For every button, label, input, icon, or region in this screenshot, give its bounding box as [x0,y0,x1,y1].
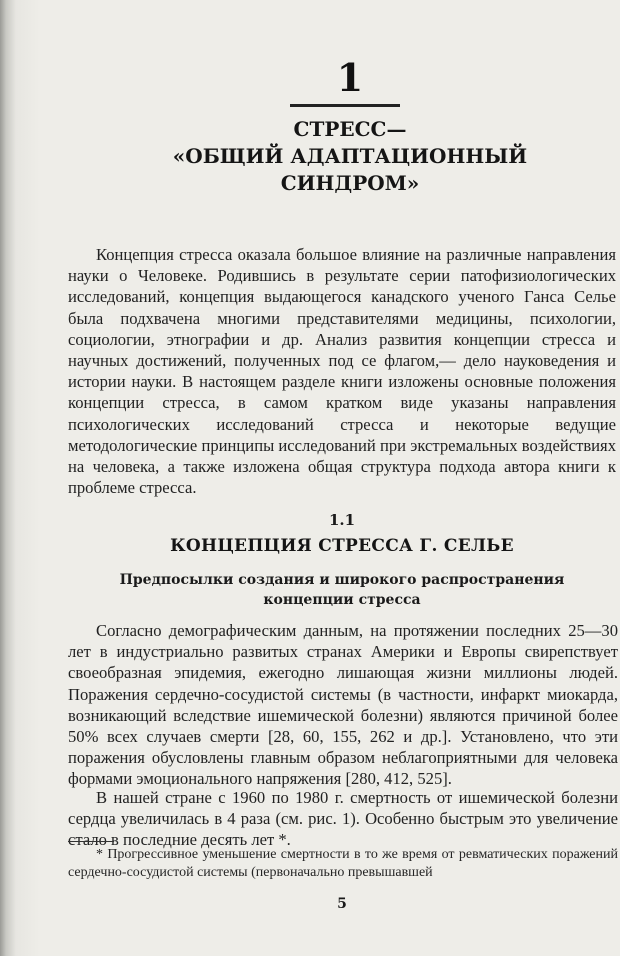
section-number: 1.1 [328,511,356,529]
section-title: КОНЦЕПЦИЯ СТРЕССА Г. СЕЛЬЕ [170,536,514,556]
footnote-divider [68,841,114,842]
chapter-title-line-2: «ОБЩИЙ АДАПТАЦИОННЫЙ [172,144,528,168]
chapter-title-line-3: СИНДРОМ» [280,171,420,195]
body-paragraph-2: В нашей стране с 1960 по 1980 г. смертность от ишемической болезни сердца увеличилась в 4 раза (см. рис. 1). Особенно быстрым это увеличение стало в последние десять лет *. [68,788,618,850]
chapter-title-line-1: СТРЕСС— [293,117,407,141]
chapter-title [100,116,600,197]
page-number: 5 [337,896,347,912]
footnote: * Прогрессивное уменьшение смертности в то же время от ревматических поражений сердечно-сосудистой системы (первоначально превышавшей [68,847,618,880]
subsection-title-line-1: Предпосылки создания и широкого распространения [119,572,565,588]
subsection-title [68,570,616,610]
chapter-divider [290,104,400,107]
chapter-number: 1 [336,55,364,100]
subsection-title-line-2: концепции стресса [263,592,421,608]
intro-paragraph: Концепция стресса оказала большое влияние на различные направления науки о Человеке. Родившись в результате серии патофизиологических исследований, концепция выдающегося канадского ученого Ганса Селье была подхвачена многими представителями медицины, психологии, социологии, этнографии и др. Анализ развития концепции стресса и научных достижений, полученных под се флагом,— дело науковедения и истории науки. В настоящем разделе книги изложены основные положения концепции стресса, в самом кратком виде указаны направления психологических исследований стресса и некоторые ведущие методологические принципы исследований при экстремальных воздействиях на человека, а также изложена общая структура подхода автора книги к проблеме стресса. [68,245,616,498]
body-paragraph-1: Согласно демографическим данным, на протяжении последних 25—30 лет в индустриально развитых странах Америки и Европы свирепствует своеобразная эпидемия, ежегодно лишающая жизни миллионы людей. Поражения сердечно-сосудистой системы (в частности, инфаркт миокарда, возникающий вследствие ишемической болезни) являются причиной более 50% всех случаев смерти [28, 60, 155, 262 и др.]. Установлено, что эти поражения обусловлены главным образом неблагоприятными для человека формами эмоционального напряжения [280, 412, 525]. [68,621,618,789]
